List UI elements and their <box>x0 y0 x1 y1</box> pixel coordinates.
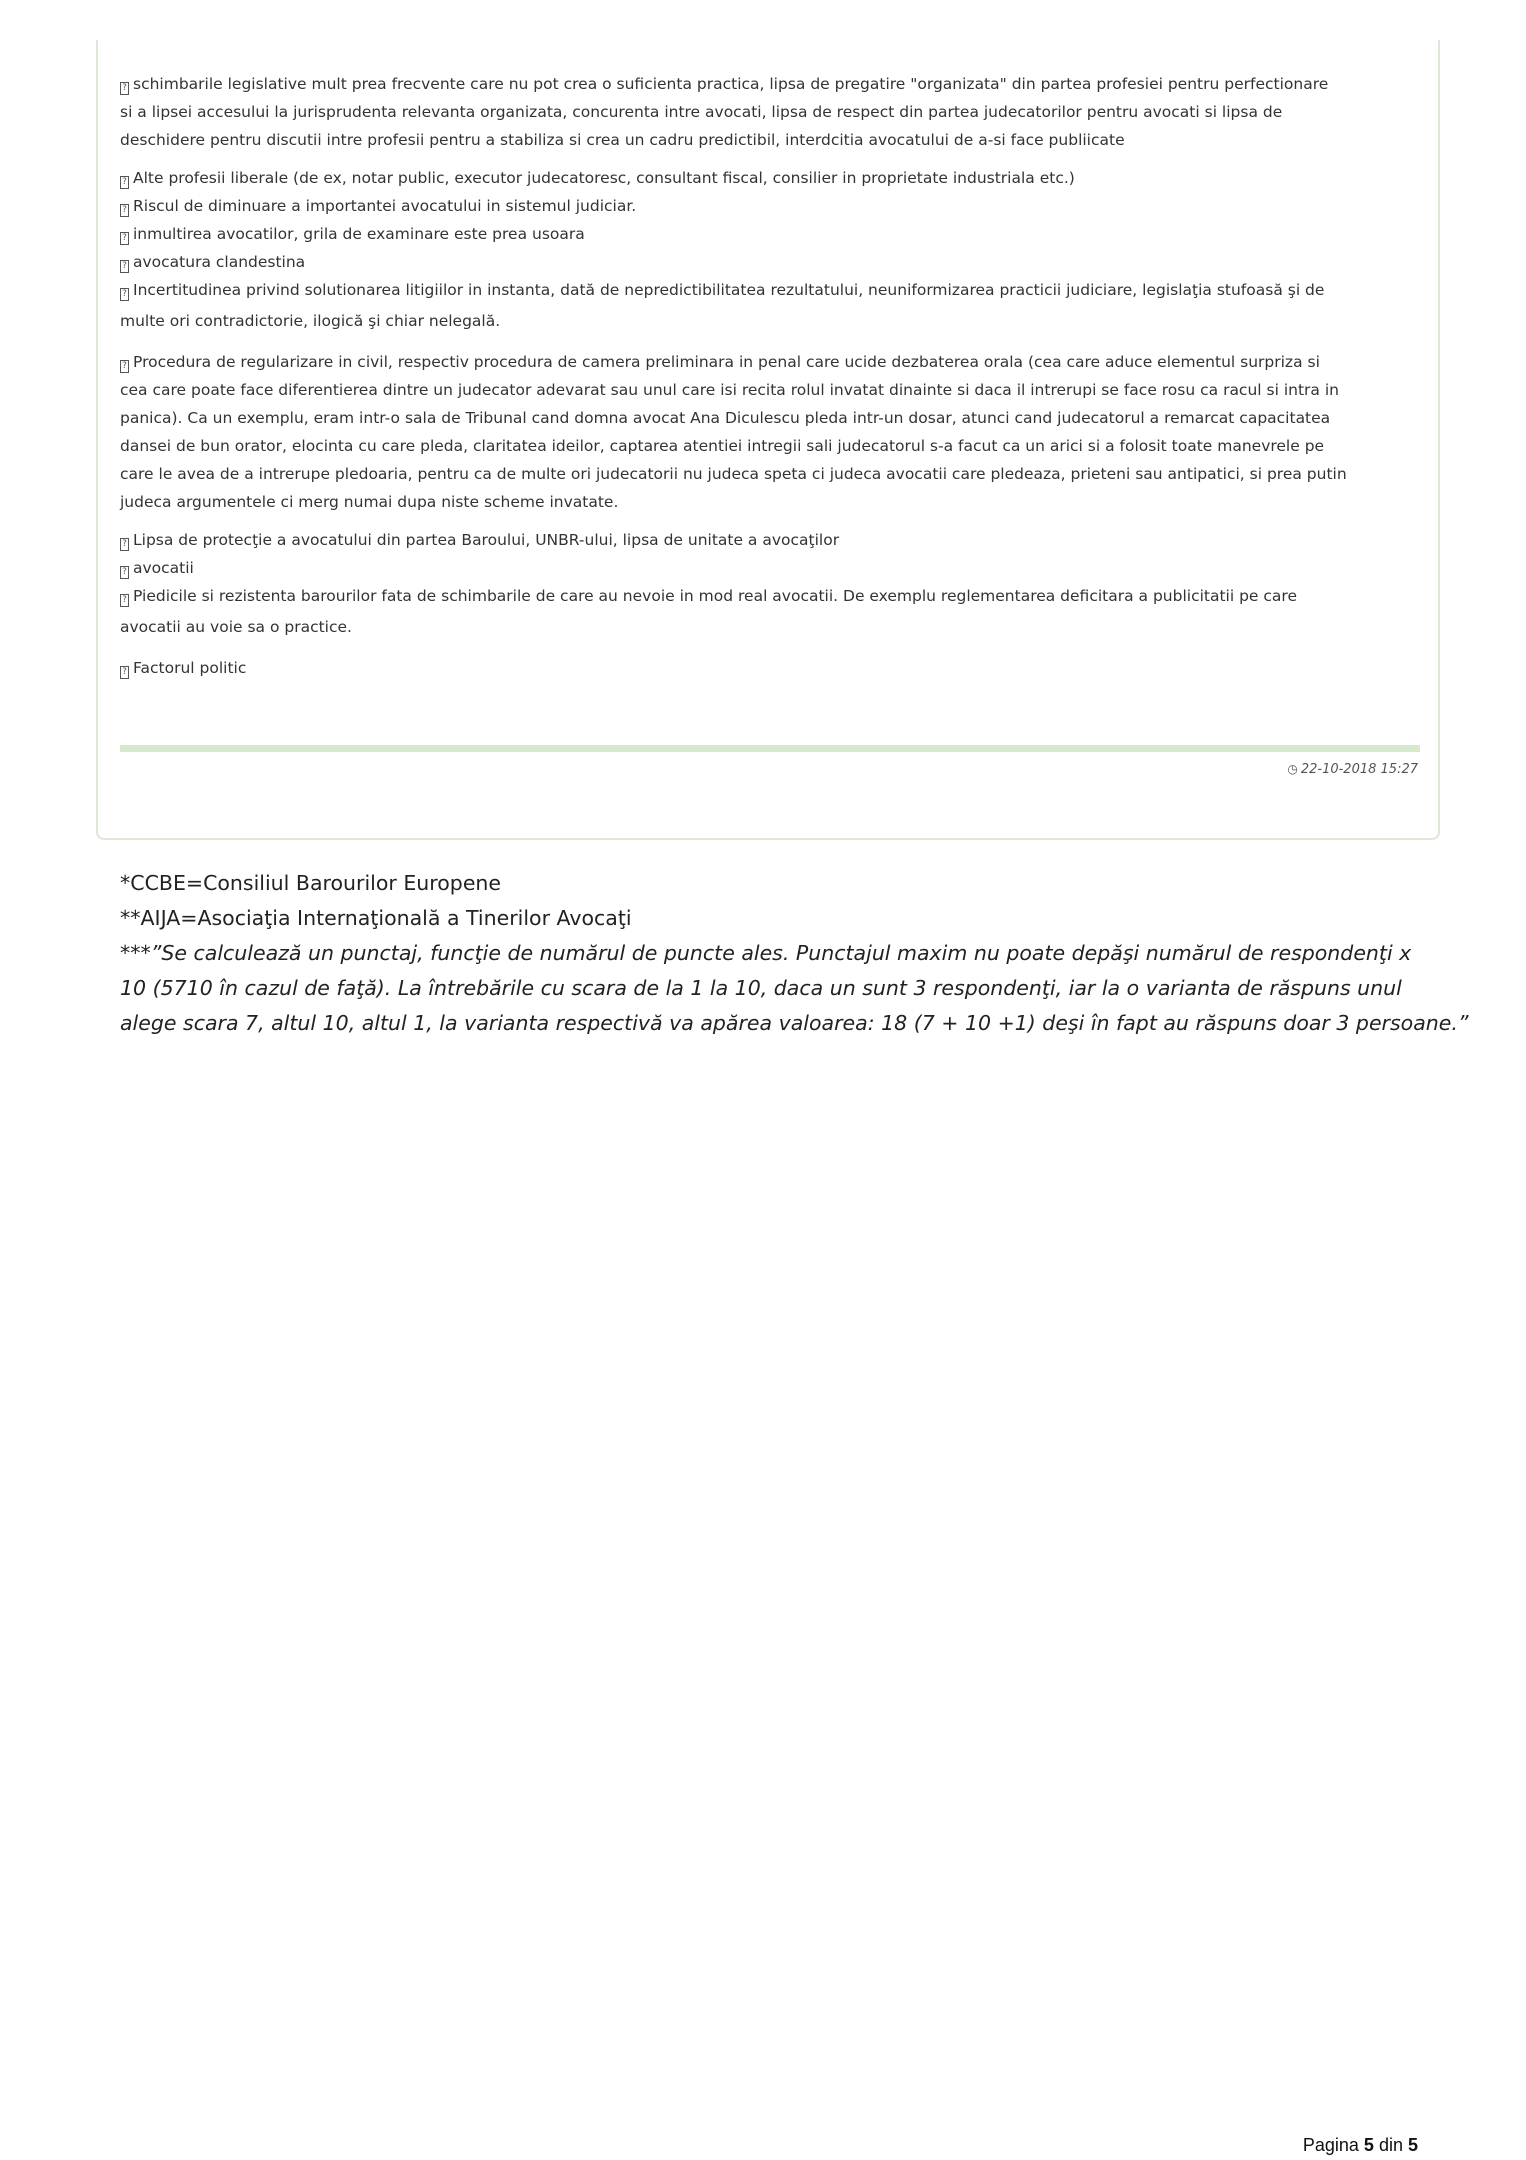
entry-line: ? Lipsa de protecţie a avocatului din partea Baroului, UNBR-ului, lipsa de unitate a avocaţilor <box>120 526 1420 554</box>
response-entry <box>120 348 1420 516</box>
entry-line: ? Procedura de regularizare in civil, respectiv procedura de camera preliminara in penal care ucide dezbaterea orala (cea care aduce elementul surpriza si <box>120 348 1420 376</box>
entry-line: ? Alte profesii liberale (de ex, notar public, executor judecatoresc, consultant fiscal, consilier in proprietate industriala etc.) <box>120 164 1420 192</box>
missing-glyph-icon: ? <box>120 260 129 273</box>
missing-glyph-icon: ? <box>120 594 129 607</box>
entry-line: judeca argumentele ci merg numai dupa niste scheme invatate. <box>120 493 619 511</box>
response-timestamp: ◷ 22-10-2018 15:27 <box>1287 762 1418 777</box>
entry-line: cea care poate face diferentierea dintre un judecator adevarat sau unul care isi recita rolul invatat dinainte si daca il intrerupi se face rosu ca racul si intra in <box>120 381 1339 399</box>
entry-line: si a lipsei accesului la jurisprudenta relevanta organizata, concurenta intre avocati, lipsa de respect din partea judecatorilor pentru avocati si lipsa de <box>120 103 1283 121</box>
missing-glyph-icon: ? <box>120 538 129 551</box>
missing-glyph-icon: ? <box>120 204 129 217</box>
entry-line: ? Incertitudinea privind solutionarea litigiilor in instanta, dată de nepredictibilitatea rezultatului, neuniformizarea practicii judiciare, legislaţia stufoasă şi de <box>120 276 1420 304</box>
missing-glyph-icon: ? <box>120 176 129 189</box>
entry-line: dansei de bun orator, elocinta cu care pleda, claritatea ideilor, captarea atentiei intregii sali judecatorul s-a facut ca un arici si a folosit toate manevrele pe <box>120 437 1325 455</box>
missing-glyph-icon: ? <box>120 666 129 679</box>
missing-glyph-icon: ? <box>120 360 129 373</box>
missing-glyph-icon: ? <box>120 288 129 301</box>
entry-line: ? schimbarile legislative mult prea frecvente care nu pot crea o suficienta practica, lipsa de pregatire "organizata" din partea profesiei pentru perfectionare <box>120 70 1420 98</box>
response-entry <box>120 164 1420 338</box>
entry-line: care le avea de a intrerupe pledoaria, pentru ca de multe ori judecatorii nu judeca speta ci judeca avocatii care pledeaza, prieteni sau antipatici, si prea putin <box>120 465 1347 483</box>
entry-line: ? avocatii <box>120 554 1420 582</box>
response-entry <box>120 654 1420 682</box>
page-number: Pagina 5 din 5 <box>1302 2135 1418 2155</box>
response-card <box>96 40 1440 840</box>
footnote-aija: **AIJA=Asociaţia Internaţională a Tinerilor Avocaţi <box>120 906 632 930</box>
response-entry <box>120 70 1420 154</box>
footnote-scoring-line: 10 (5710 în cazul de faţă). La întrebările cu scara de la 1 la 10, daca un sunt 3 respondenţi, iar la o varianta de răspuns unul <box>120 976 1402 1000</box>
entry-line: ? Riscul de diminuare a importantei avocatului in sistemul judiciar. <box>120 192 1420 220</box>
entry-line: multe ori contradictorie, ilogică şi chiar nelegală. <box>120 312 501 330</box>
footnote-scoring-line: alege scara 7, altul 10, altul 1, la varianta respectivă va apărea valoarea: 18 (7 + 10 +1) deşi în fapt au răspuns doar 3 persoane.” <box>120 1011 1469 1035</box>
missing-glyph-icon: ? <box>120 82 129 95</box>
missing-glyph-icon: ? <box>120 566 129 579</box>
clock-icon: ◷ <box>1287 762 1298 776</box>
entry-line: deschidere pentru discutii intre profesii pentru a stabiliza si crea un cadru predictibil, interdcitia avocatului de a-si face publiicate <box>120 131 1125 149</box>
footnote-scoring: ***”Se calculează un punctaj, funcţie de numărul de puncte ales. Punctajul maxim nu poate depăşi numărul de respondenţi x <box>120 941 1412 965</box>
footnote-ccbe: *CCBE=Consiliul Barourilor Europene <box>120 871 502 895</box>
entry-line: ? avocatura clandestina <box>120 248 1420 276</box>
entry-line: ? Piedicile si rezistenta barourilor fata de schimbarile de care au nevoie in mod real avocatii. De exemplu reglementarea deficitara a publicitatii pe care <box>120 582 1420 610</box>
entry-line: panica). Ca un exemplu, eram intr-o sala de Tribunal cand domna avocat Ana Diculescu pleda intr-un dosar, atunci cand judecatorul a remarcat capacitatea <box>120 409 1331 427</box>
entry-line: avocatii au voie sa o practice. <box>120 618 352 636</box>
entry-line: ? Factorul politic <box>120 654 1420 682</box>
card-divider <box>120 745 1420 752</box>
response-entries <box>120 70 1420 692</box>
entry-line: ? inmultirea avocatilor, grila de examinare este prea usoara <box>120 220 1420 248</box>
footnotes <box>120 866 1469 1041</box>
response-entry <box>120 526 1420 644</box>
missing-glyph-icon: ? <box>120 232 129 245</box>
